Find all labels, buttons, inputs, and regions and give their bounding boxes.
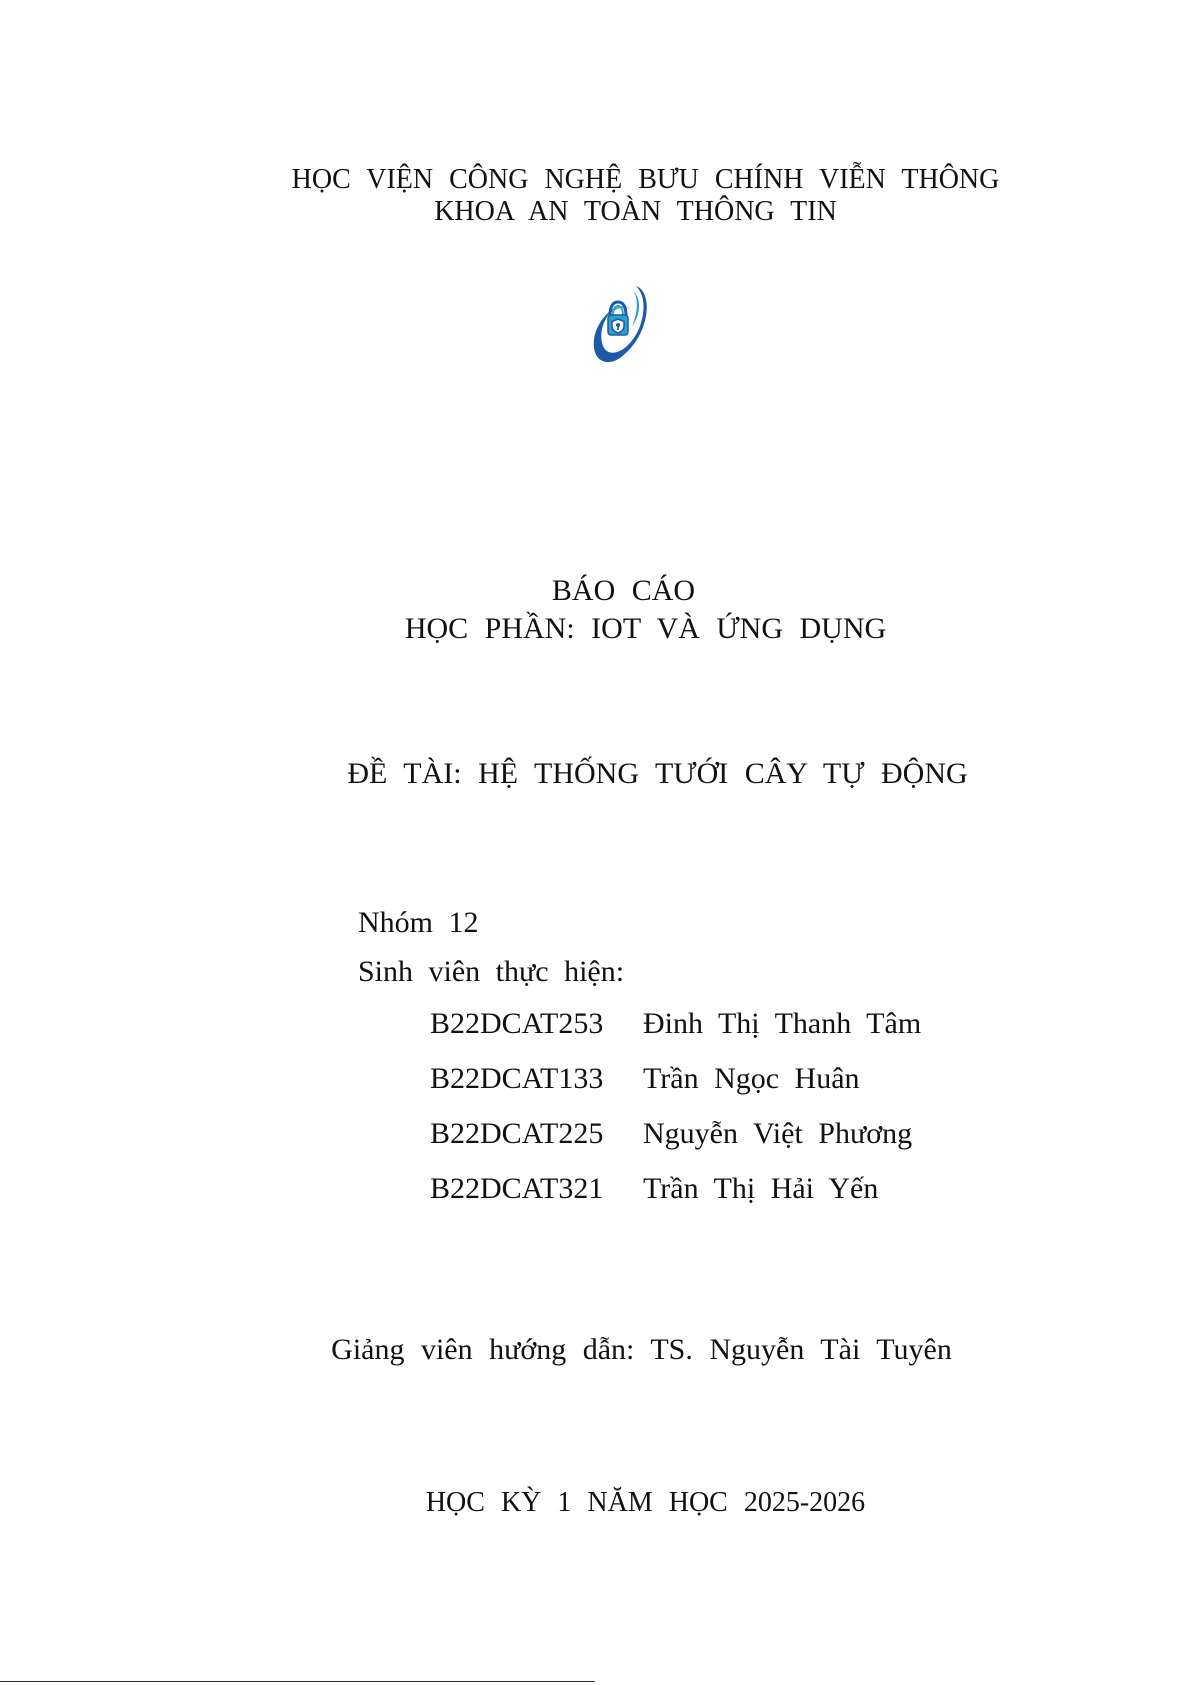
student-name: Trần Ngọc Huân	[643, 1062, 860, 1095]
report-title: BÁO CÁO	[551, 574, 696, 607]
student-name: Nguyễn Việt Phương	[643, 1117, 913, 1150]
student-id: B22DCAT133	[430, 1062, 604, 1095]
student-row	[430, 1172, 878, 1206]
group-number: Nhóm 12	[358, 906, 479, 939]
student-row	[430, 1062, 860, 1096]
faculty-name: KHOA AN TOÀN THÔNG TIN	[434, 196, 837, 227]
course-name: HỌC PHẦN: IOT VÀ ỨNG DỤNG	[404, 612, 887, 645]
student-name: Đinh Thị Thanh Tâm	[643, 1007, 922, 1040]
advisor-line: Giảng viên hướng dẫn: TS. Nguyễn Tài Tuyên	[331, 1333, 952, 1366]
student-row	[430, 1007, 921, 1041]
institution-name: HỌC VIỆN CÔNG NGHỆ BƯU CHÍNH VIỄN THÔNG	[291, 164, 1000, 195]
topic-title: ĐỀ TÀI: HỆ THỐNG TƯỚI CÂY TỰ ĐỘNG	[347, 757, 968, 790]
student-row	[430, 1117, 912, 1151]
student-id: B22DCAT253	[430, 1007, 604, 1040]
semester-line: HỌC KỲ 1 NĂM HỌC 2025-2026	[425, 1487, 866, 1518]
students-label: Sinh viên thực hiện:	[358, 955, 625, 988]
student-id: B22DCAT225	[430, 1117, 604, 1150]
student-id: B22DCAT321	[430, 1172, 604, 1205]
padlock-shield-logo	[584, 278, 652, 368]
footnote-divider	[0, 1681, 595, 1682]
student-name: Trần Thị Hải Yến	[643, 1172, 879, 1205]
